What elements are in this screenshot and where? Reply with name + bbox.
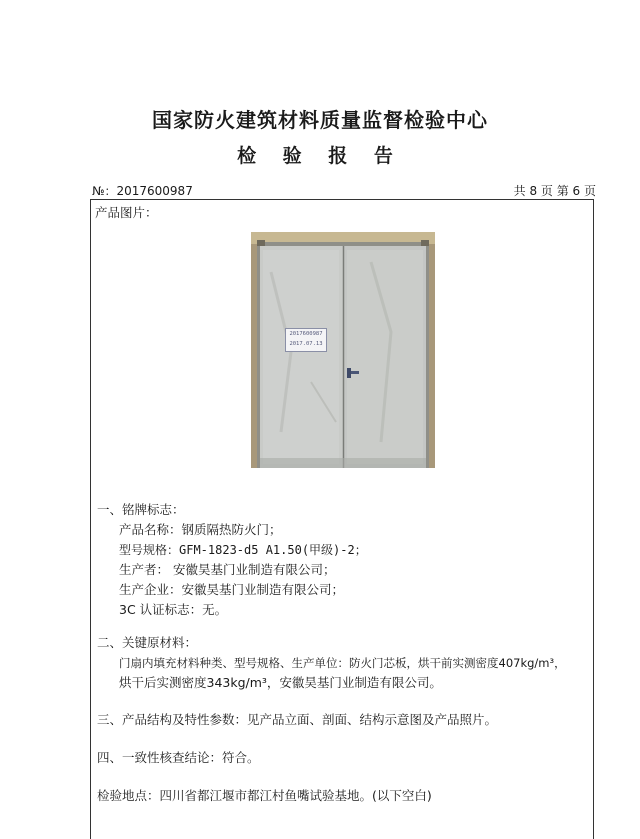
consistency-section <box>97 748 260 768</box>
ccc-mark: 3C 认证标志：无。 <box>119 602 228 617</box>
sample-sticker <box>285 328 327 352</box>
materials-heading: 二、关键原材料： <box>97 635 198 650</box>
consistency-text: 四、一致性核查结论：符合。 <box>97 750 260 765</box>
location-text: 检验地点：四川省都江堰市都江村鱼嘴试验基地。(以下空白) <box>97 788 432 803</box>
manufacturer: 生产企业：安徽昊基门业制造有限公司； <box>119 582 345 597</box>
materials-line-1: 门扇内填充材料种类、型号规格、生产单位：防火门芯板，烘干前实测密度407kg/m³， <box>119 656 566 670</box>
materials-section <box>97 633 566 693</box>
producer: 生产者： 安徽昊基门业制造有限公司； <box>119 562 336 577</box>
model-spec: 型号规格：GFM-1823-d5 A1.50(甲级)-2； <box>119 543 367 557</box>
page-subtitle: 检 验 报 告 <box>237 145 403 167</box>
materials-line-2: 烘干后实测密度343kg/m³，安徽昊基门业制造有限公司。 <box>119 675 442 690</box>
photo-label: 产品图片： <box>95 205 158 220</box>
structure-text: 三、产品结构及特性参数：见产品立面、剖面、结构示意图及产品照片。 <box>97 712 498 727</box>
sticker-date: 2017.07.13 <box>289 341 323 347</box>
product-name: 产品名称：钢质隔热防火门； <box>119 522 282 537</box>
sticker-number: 2017600987 <box>289 331 323 337</box>
location-section <box>97 786 432 806</box>
nameplate-heading: 一、铭牌标志： <box>97 502 185 517</box>
nameplate-section <box>97 500 367 620</box>
page-title: 国家防火建筑材料质量监督检验中心 <box>152 108 488 132</box>
page-count: 共 8 页 第 6 页 <box>513 184 596 198</box>
product-photo <box>251 232 435 468</box>
fire-door-image <box>251 232 435 468</box>
structure-section <box>97 710 497 730</box>
report-number: №：2017600987 <box>92 184 193 198</box>
